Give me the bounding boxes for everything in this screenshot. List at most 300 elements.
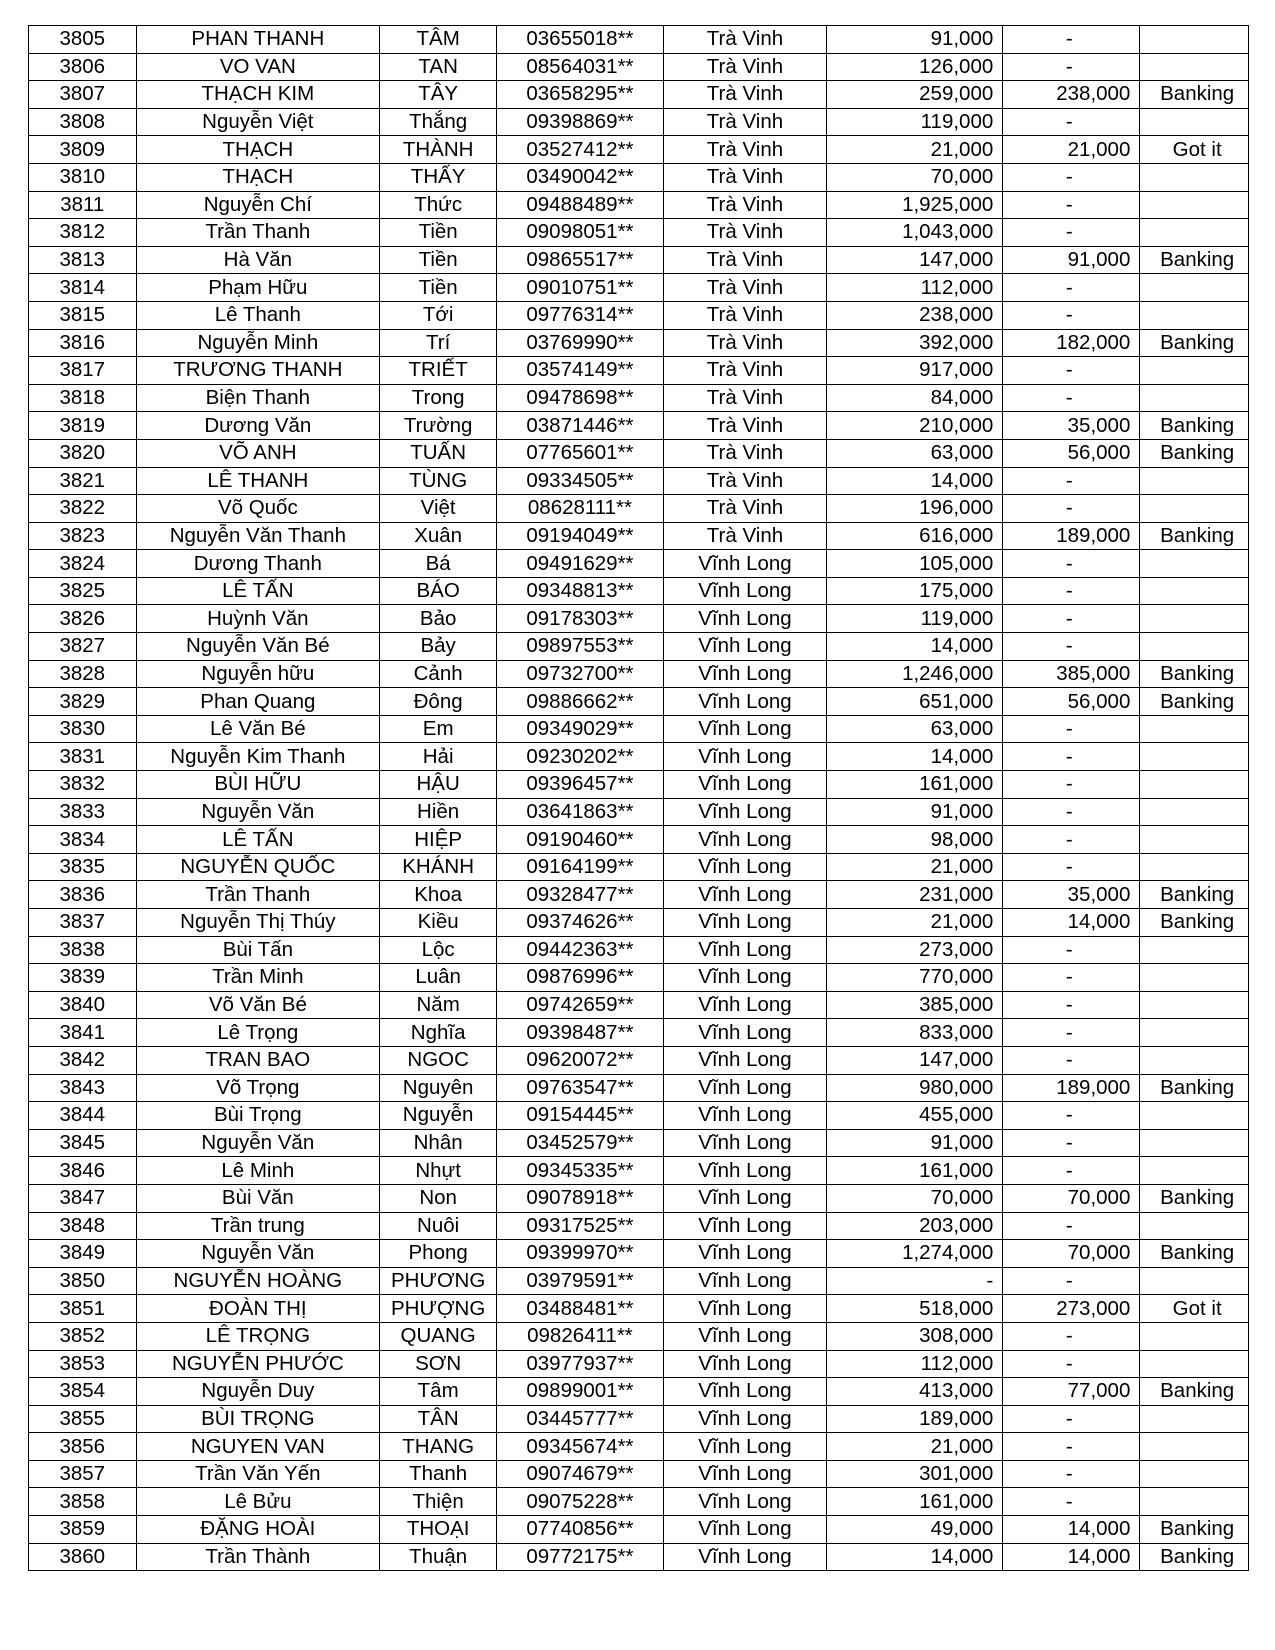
payment-method-cell [1140, 108, 1249, 136]
amount-cell: 119,000 [827, 108, 1003, 136]
given-name-cell: PHƯỢNG [380, 1295, 497, 1323]
id-cell: 3832 [29, 771, 137, 799]
given-name-cell: HẬU [380, 771, 497, 799]
phone-cell: 09194049** [497, 522, 664, 550]
surname-cell: Huỳnh Văn [136, 605, 380, 633]
amount-cell: 301,000 [827, 1460, 1003, 1488]
table-row [29, 688, 1249, 716]
payment-method-cell: Banking [1140, 909, 1249, 937]
phone-cell: 09620072** [497, 1046, 664, 1074]
id-cell: 3809 [29, 136, 137, 164]
surname-cell: Trần Thanh [136, 219, 380, 247]
paid-amount-cell: - [1003, 853, 1140, 881]
given-name-cell: Năm [380, 991, 497, 1019]
given-name-cell: Bá [380, 550, 497, 578]
phone-cell: 09886662** [497, 688, 664, 716]
paid-amount-cell: - [1003, 384, 1140, 412]
table-row [29, 1129, 1249, 1157]
payment-method-cell [1140, 991, 1249, 1019]
id-cell: 3818 [29, 384, 137, 412]
phone-cell: 09491629** [497, 550, 664, 578]
given-name-cell: BÁO [380, 577, 497, 605]
id-cell: 3813 [29, 246, 137, 274]
amount-cell: 1,043,000 [827, 219, 1003, 247]
province-cell: Trà Vinh [663, 439, 826, 467]
amount-cell: 1,274,000 [827, 1240, 1003, 1268]
paid-amount-cell: - [1003, 1488, 1140, 1516]
id-cell: 3852 [29, 1322, 137, 1350]
province-cell: Trà Vinh [663, 136, 826, 164]
paid-amount-cell: - [1003, 191, 1140, 219]
surname-cell: Biện Thanh [136, 384, 380, 412]
paid-amount-cell: - [1003, 1405, 1140, 1433]
province-cell: Vĩnh Long [663, 1019, 826, 1047]
phone-cell: 09178303** [497, 605, 664, 633]
paid-amount-cell: 189,000 [1003, 1074, 1140, 1102]
amount-cell: 112,000 [827, 1350, 1003, 1378]
paid-amount-cell: - [1003, 1267, 1140, 1295]
given-name-cell: Cảnh [380, 660, 497, 688]
amount-cell: 126,000 [827, 53, 1003, 81]
table-row [29, 439, 1249, 467]
paid-amount-cell: 70,000 [1003, 1184, 1140, 1212]
payment-method-cell [1140, 715, 1249, 743]
table-row [29, 1157, 1249, 1185]
given-name-cell: Bảo [380, 605, 497, 633]
table-row [29, 853, 1249, 881]
province-cell: Trà Vinh [663, 274, 826, 302]
amount-cell: 91,000 [827, 798, 1003, 826]
phone-cell: 08564031** [497, 53, 664, 81]
province-cell: Vĩnh Long [663, 688, 826, 716]
paid-amount-cell: - [1003, 1460, 1140, 1488]
given-name-cell: Em [380, 715, 497, 743]
province-cell: Vĩnh Long [663, 1102, 826, 1130]
surname-cell: Lê Bửu [136, 1488, 380, 1516]
given-name-cell: THÀNH [380, 136, 497, 164]
payment-method-cell: Banking [1140, 688, 1249, 716]
amount-cell: 161,000 [827, 1157, 1003, 1185]
amount-cell: 651,000 [827, 688, 1003, 716]
id-cell: 3812 [29, 219, 137, 247]
province-cell: Vĩnh Long [663, 1516, 826, 1544]
paid-amount-cell: - [1003, 798, 1140, 826]
phone-cell: 09399970** [497, 1240, 664, 1268]
phone-cell: 09164199** [497, 853, 664, 881]
paid-amount-cell: - [1003, 357, 1140, 385]
table-row [29, 771, 1249, 799]
payment-method-cell [1140, 1488, 1249, 1516]
table-row [29, 357, 1249, 385]
surname-cell: Võ Quốc [136, 495, 380, 523]
amount-cell: 616,000 [827, 522, 1003, 550]
paid-amount-cell: - [1003, 467, 1140, 495]
table-row [29, 1046, 1249, 1074]
province-cell: Vĩnh Long [663, 1488, 826, 1516]
phone-cell: 09317525** [497, 1212, 664, 1240]
phone-cell: 09348813** [497, 577, 664, 605]
amount-cell: 980,000 [827, 1074, 1003, 1102]
phone-cell: 03979591** [497, 1267, 664, 1295]
id-cell: 3838 [29, 936, 137, 964]
table-body [29, 26, 1249, 1571]
amount-cell: 70,000 [827, 163, 1003, 191]
surname-cell: Trần trung [136, 1212, 380, 1240]
province-cell: Trà Vinh [663, 329, 826, 357]
province-cell: Vĩnh Long [663, 1405, 826, 1433]
id-cell: 3826 [29, 605, 137, 633]
phone-cell: 09328477** [497, 881, 664, 909]
amount-cell: 1,246,000 [827, 660, 1003, 688]
surname-cell: Nguyễn Văn Thanh [136, 522, 380, 550]
paid-amount-cell: - [1003, 274, 1140, 302]
id-cell: 3821 [29, 467, 137, 495]
surname-cell: Bùi Trọng [136, 1102, 380, 1130]
surname-cell: Võ Trọng [136, 1074, 380, 1102]
id-cell: 3822 [29, 495, 137, 523]
table-row [29, 301, 1249, 329]
given-name-cell: HIỆP [380, 826, 497, 854]
province-cell: Vĩnh Long [663, 633, 826, 661]
given-name-cell: TRIẾT [380, 357, 497, 385]
id-cell: 3806 [29, 53, 137, 81]
amount-cell: 21,000 [827, 853, 1003, 881]
province-cell: Trà Vinh [663, 357, 826, 385]
province-cell: Trà Vinh [663, 108, 826, 136]
amount-cell: 70,000 [827, 1184, 1003, 1212]
id-cell: 3836 [29, 881, 137, 909]
phone-cell: 09763547** [497, 1074, 664, 1102]
table-row [29, 1405, 1249, 1433]
table-row [29, 660, 1249, 688]
surname-cell: VO VAN [136, 53, 380, 81]
given-name-cell: TÂM [380, 26, 497, 54]
province-cell: Vĩnh Long [663, 743, 826, 771]
province-cell: Vĩnh Long [663, 1129, 826, 1157]
payment-method-cell [1140, 357, 1249, 385]
id-cell: 3805 [29, 26, 137, 54]
amount-cell: 273,000 [827, 936, 1003, 964]
phone-cell: 09398869** [497, 108, 664, 136]
surname-cell: Nguyễn Minh [136, 329, 380, 357]
surname-cell: PHAN THANH [136, 26, 380, 54]
province-cell: Vĩnh Long [663, 936, 826, 964]
given-name-cell: Tiền [380, 219, 497, 247]
province-cell: Vĩnh Long [663, 853, 826, 881]
province-cell: Trà Vinh [663, 26, 826, 54]
paid-amount-cell: - [1003, 1046, 1140, 1074]
paid-amount-cell: 91,000 [1003, 246, 1140, 274]
payment-method-cell: Banking [1140, 1074, 1249, 1102]
amount-cell: 105,000 [827, 550, 1003, 578]
payment-method-cell: Banking [1140, 1516, 1249, 1544]
id-cell: 3828 [29, 660, 137, 688]
given-name-cell: NGOC [380, 1046, 497, 1074]
given-name-cell: Việt [380, 495, 497, 523]
province-cell: Vĩnh Long [663, 1295, 826, 1323]
phone-cell: 09776314** [497, 301, 664, 329]
amount-cell: 518,000 [827, 1295, 1003, 1323]
id-cell: 3814 [29, 274, 137, 302]
payment-method-cell [1140, 964, 1249, 992]
payment-method-cell: Banking [1140, 246, 1249, 274]
amount-cell: 14,000 [827, 633, 1003, 661]
paid-amount-cell: 56,000 [1003, 688, 1140, 716]
paid-amount-cell: - [1003, 1102, 1140, 1130]
id-cell: 3848 [29, 1212, 137, 1240]
surname-cell: LÊ TẤN [136, 826, 380, 854]
amount-cell: 91,000 [827, 1129, 1003, 1157]
phone-cell: 03871446** [497, 412, 664, 440]
surname-cell: Nguyễn Kim Thanh [136, 743, 380, 771]
given-name-cell: Tâm [380, 1378, 497, 1406]
paid-amount-cell: - [1003, 1433, 1140, 1461]
given-name-cell: Non [380, 1184, 497, 1212]
phone-cell: 03445777** [497, 1405, 664, 1433]
phone-cell: 09899001** [497, 1378, 664, 1406]
id-cell: 3858 [29, 1488, 137, 1516]
paid-amount-cell: - [1003, 633, 1140, 661]
paid-amount-cell: - [1003, 108, 1140, 136]
payment-method-cell [1140, 936, 1249, 964]
amount-cell: 147,000 [827, 1046, 1003, 1074]
surname-cell: Bùi Văn [136, 1184, 380, 1212]
phone-cell: 09345335** [497, 1157, 664, 1185]
surname-cell: THẠCH [136, 163, 380, 191]
surname-cell: Phạm Hữu [136, 274, 380, 302]
surname-cell: Lê Minh [136, 1157, 380, 1185]
surname-cell: ĐẶNG HOÀI [136, 1516, 380, 1544]
phone-cell: 09442363** [497, 936, 664, 964]
payment-method-cell [1140, 495, 1249, 523]
province-cell: Vĩnh Long [663, 1212, 826, 1240]
surname-cell: LÊ TẤN [136, 577, 380, 605]
id-cell: 3807 [29, 81, 137, 109]
phone-cell: 09074679** [497, 1460, 664, 1488]
paid-amount-cell: - [1003, 1212, 1140, 1240]
given-name-cell: Nguyễn [380, 1102, 497, 1130]
paid-amount-cell: 14,000 [1003, 909, 1140, 937]
payment-method-cell: Banking [1140, 881, 1249, 909]
payment-method-cell [1140, 274, 1249, 302]
phone-cell: 09334505** [497, 467, 664, 495]
payment-method-cell [1140, 1102, 1249, 1130]
amount-cell: 1,925,000 [827, 191, 1003, 219]
surname-cell: Phan Quang [136, 688, 380, 716]
payment-method-cell [1140, 1322, 1249, 1350]
province-cell: Vĩnh Long [663, 1240, 826, 1268]
given-name-cell: TÙNG [380, 467, 497, 495]
id-cell: 3820 [29, 439, 137, 467]
paid-amount-cell: 273,000 [1003, 1295, 1140, 1323]
paid-amount-cell: 238,000 [1003, 81, 1140, 109]
surname-cell: Lê Trọng [136, 1019, 380, 1047]
paid-amount-cell: - [1003, 163, 1140, 191]
payment-method-cell [1140, 26, 1249, 54]
table-row [29, 1184, 1249, 1212]
payment-method-cell [1140, 743, 1249, 771]
surname-cell: Hà Văn [136, 246, 380, 274]
payment-method-cell [1140, 605, 1249, 633]
payment-method-cell: Banking [1140, 1240, 1249, 1268]
province-cell: Vĩnh Long [663, 1378, 826, 1406]
province-cell: Vĩnh Long [663, 964, 826, 992]
amount-cell: 413,000 [827, 1378, 1003, 1406]
paid-amount-cell: - [1003, 577, 1140, 605]
amount-cell: 770,000 [827, 964, 1003, 992]
id-cell: 3827 [29, 633, 137, 661]
table-row [29, 1378, 1249, 1406]
province-cell: Vĩnh Long [663, 1157, 826, 1185]
given-name-cell: Phong [380, 1240, 497, 1268]
id-cell: 3841 [29, 1019, 137, 1047]
table-row [29, 384, 1249, 412]
paid-amount-cell: - [1003, 495, 1140, 523]
surname-cell: Nguyễn Văn [136, 1129, 380, 1157]
table-row [29, 1212, 1249, 1240]
phone-cell: 03769990** [497, 329, 664, 357]
province-cell: Trà Vinh [663, 522, 826, 550]
paid-amount-cell: - [1003, 219, 1140, 247]
payment-method-cell: Got it [1140, 136, 1249, 164]
id-cell: 3816 [29, 329, 137, 357]
surname-cell: NGUYỄN HOÀNG [136, 1267, 380, 1295]
payment-method-cell: Banking [1140, 412, 1249, 440]
paid-amount-cell: 14,000 [1003, 1516, 1140, 1544]
id-cell: 3845 [29, 1129, 137, 1157]
payment-method-cell [1140, 1460, 1249, 1488]
surname-cell: ĐOÀN THỊ [136, 1295, 380, 1323]
table-row [29, 163, 1249, 191]
table-row [29, 136, 1249, 164]
given-name-cell: Trong [380, 384, 497, 412]
given-name-cell: Hiền [380, 798, 497, 826]
amount-cell: 63,000 [827, 439, 1003, 467]
province-cell: Vĩnh Long [663, 1046, 826, 1074]
province-cell: Trà Vinh [663, 495, 826, 523]
table-row [29, 1240, 1249, 1268]
province-cell: Trà Vinh [663, 81, 826, 109]
table-row [29, 909, 1249, 937]
phone-cell: 09374626** [497, 909, 664, 937]
id-cell: 3837 [29, 909, 137, 937]
table-row [29, 605, 1249, 633]
given-name-cell: PHƯƠNG [380, 1267, 497, 1295]
id-cell: 3855 [29, 1405, 137, 1433]
amount-cell: 21,000 [827, 909, 1003, 937]
payment-method-cell [1140, 53, 1249, 81]
given-name-cell: TAN [380, 53, 497, 81]
id-cell: 3854 [29, 1378, 137, 1406]
given-name-cell: Trường [380, 412, 497, 440]
amount-cell: 455,000 [827, 1102, 1003, 1130]
paid-amount-cell: 385,000 [1003, 660, 1140, 688]
phone-cell: 09398487** [497, 1019, 664, 1047]
payment-method-cell [1140, 1267, 1249, 1295]
paid-amount-cell: 35,000 [1003, 412, 1140, 440]
paid-amount-cell: - [1003, 1157, 1140, 1185]
paid-amount-cell: - [1003, 1129, 1140, 1157]
phone-cell: 03527412** [497, 136, 664, 164]
amount-cell: 49,000 [827, 1516, 1003, 1544]
given-name-cell: TUẤN [380, 439, 497, 467]
surname-cell: Dương Văn [136, 412, 380, 440]
table-row [29, 633, 1249, 661]
province-cell: Vĩnh Long [663, 1184, 826, 1212]
payment-method-cell [1140, 384, 1249, 412]
phone-cell: 09190460** [497, 826, 664, 854]
table-row [29, 1019, 1249, 1047]
table-row [29, 798, 1249, 826]
province-cell: Vĩnh Long [663, 1322, 826, 1350]
paid-amount-cell: 14,000 [1003, 1543, 1140, 1571]
given-name-cell: Tiền [380, 274, 497, 302]
id-cell: 3847 [29, 1184, 137, 1212]
province-cell: Vĩnh Long [663, 1460, 826, 1488]
province-cell: Trà Vinh [663, 467, 826, 495]
amount-cell: - [827, 1267, 1003, 1295]
payment-method-cell: Banking [1140, 1378, 1249, 1406]
amount-cell: 21,000 [827, 136, 1003, 164]
id-cell: 3853 [29, 1350, 137, 1378]
paid-amount-cell: 21,000 [1003, 136, 1140, 164]
payment-method-cell [1140, 1433, 1249, 1461]
amount-cell: 238,000 [827, 301, 1003, 329]
payment-method-cell [1140, 798, 1249, 826]
given-name-cell: QUANG [380, 1322, 497, 1350]
phone-cell: 09478698** [497, 384, 664, 412]
payment-method-cell: Got it [1140, 1295, 1249, 1323]
province-cell: Vĩnh Long [663, 715, 826, 743]
phone-cell: 03658295** [497, 81, 664, 109]
amount-cell: 308,000 [827, 1322, 1003, 1350]
table-row [29, 550, 1249, 578]
given-name-cell: THẤY [380, 163, 497, 191]
id-cell: 3846 [29, 1157, 137, 1185]
paid-amount-cell: 77,000 [1003, 1378, 1140, 1406]
table-row [29, 26, 1249, 54]
table-row [29, 467, 1249, 495]
province-cell: Vĩnh Long [663, 605, 826, 633]
province-cell: Trà Vinh [663, 163, 826, 191]
amount-cell: 833,000 [827, 1019, 1003, 1047]
given-name-cell: Thức [380, 191, 497, 219]
paid-amount-cell: - [1003, 826, 1140, 854]
id-cell: 3830 [29, 715, 137, 743]
table-row [29, 964, 1249, 992]
phone-cell: 09865517** [497, 246, 664, 274]
amount-cell: 203,000 [827, 1212, 1003, 1240]
surname-cell: Bùi Tấn [136, 936, 380, 964]
paid-amount-cell: 56,000 [1003, 439, 1140, 467]
table-row [29, 1460, 1249, 1488]
paid-amount-cell: - [1003, 1350, 1140, 1378]
id-cell: 3829 [29, 688, 137, 716]
surname-cell: Nguyễn Việt [136, 108, 380, 136]
given-name-cell: TÂY [380, 81, 497, 109]
province-cell: Vĩnh Long [663, 1543, 826, 1571]
surname-cell: Trần Văn Yến [136, 1460, 380, 1488]
table-row [29, 881, 1249, 909]
amount-cell: 917,000 [827, 357, 1003, 385]
table-row [29, 577, 1249, 605]
given-name-cell: Lộc [380, 936, 497, 964]
province-cell: Vĩnh Long [663, 909, 826, 937]
id-cell: 3843 [29, 1074, 137, 1102]
given-name-cell: SƠN [380, 1350, 497, 1378]
given-name-cell: Nghĩa [380, 1019, 497, 1047]
amount-cell: 210,000 [827, 412, 1003, 440]
